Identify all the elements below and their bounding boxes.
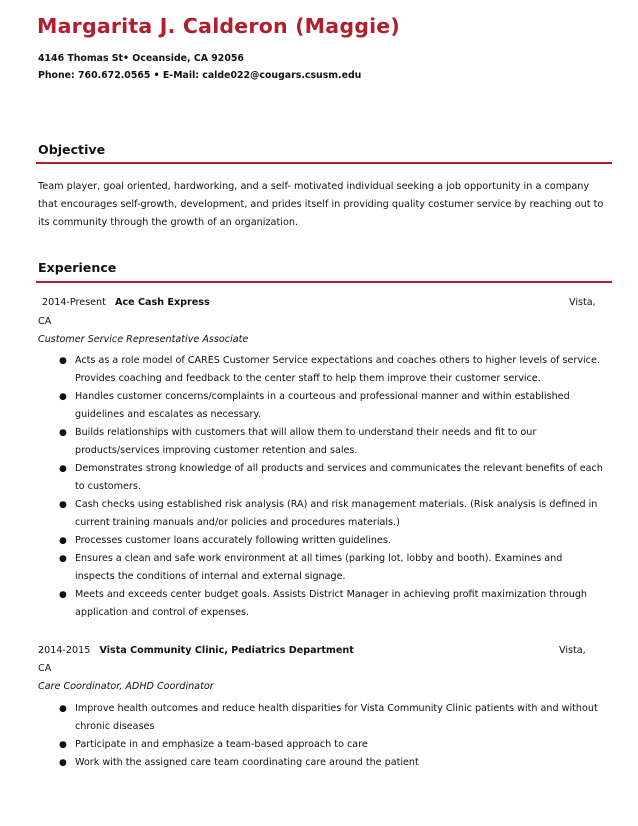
list-item <box>56 496 606 532</box>
job-header <box>38 645 354 656</box>
list-item-line: Acts as a role model of CARES Customer Service expectations and coaches others to higher levels of service. <box>75 355 600 366</box>
list-item-line: Ensures a clean and safe work environment at all times (parking lot, lobby and booth). Examines and <box>75 553 563 564</box>
list-item <box>56 550 606 586</box>
list-item-line: chronic diseases <box>75 721 155 732</box>
list-item-line: Cash checks using established risk analysis (RA) and risk management materials. (Risk analysis is defined in <box>75 499 598 510</box>
bullet-dot-icon: ● <box>59 590 67 600</box>
bullet-dot-icon: ● <box>59 758 67 768</box>
list-item <box>56 586 606 622</box>
list-item-line: to customers. <box>75 481 141 492</box>
job-state: CA <box>38 663 52 674</box>
job-dates: 2014-2015 <box>38 645 91 656</box>
bullet-dot-icon: ● <box>59 554 67 564</box>
objective-line: that encourages self-growth, development, and prides itself in providing quality costumer service by reaching out to <box>38 199 604 210</box>
objective-divider <box>36 162 612 164</box>
job-dates: 2014-Present <box>42 297 106 308</box>
job-employer: Vista Community Clinic, Pediatrics Department <box>99 645 354 656</box>
list-item-line: Demonstrates strong knowledge of all products and services and communicates the relevant benefits of each <box>75 463 603 474</box>
list-item-line: Participate in and emphasize a team-based approach to care <box>75 739 368 750</box>
objective-line: Team player, goal oriented, hardworking, and a self- motivated individual seeking a job opportunity in a company <box>38 181 590 192</box>
job-duties-list <box>56 700 606 772</box>
list-item-line: products/services improving customer retention and sales. <box>75 445 358 456</box>
job-employer: Ace Cash Express <box>115 297 210 308</box>
bullet-dot-icon: ● <box>59 740 67 750</box>
list-item-line: inspects the conditions of internal and external signage. <box>75 571 346 582</box>
list-item-line: current training manuals and/or policies and procedures materials.) <box>75 517 400 528</box>
list-item-line: Handles customer concerns/complaints in a courteous and professional manner and within established <box>75 391 570 402</box>
job-state: CA <box>38 316 52 327</box>
bullet-dot-icon: ● <box>59 392 67 402</box>
contact-address: 4146 Thomas St• Oceanside, CA 92056 <box>38 53 244 64</box>
job-role: Customer Service Representative Associate <box>38 334 249 345</box>
objective-line: its community through the growth of an organization. <box>38 217 299 228</box>
list-item-line: Work with the assigned care team coordinating care around the patient <box>75 757 419 768</box>
list-item <box>56 700 606 736</box>
list-item <box>56 352 606 388</box>
list-item <box>56 736 606 754</box>
list-item <box>56 754 606 772</box>
job-duties-list <box>56 352 606 622</box>
list-item-line: Provides coaching and feedback to the center staff to help them improve their customer service. <box>75 373 541 384</box>
job-city: Vista, <box>569 297 596 308</box>
bullet-dot-icon: ● <box>59 356 67 366</box>
list-item-line: Meets and exceeds center budget goals. Assists District Manager in achieving profit maximization through <box>75 589 587 600</box>
list-item-line: Builds relationships with customers that will allow them to understand their needs and fit to our <box>75 427 537 438</box>
list-item <box>56 460 606 496</box>
list-item <box>56 424 606 460</box>
bullet-dot-icon: ● <box>59 536 67 546</box>
objective-text <box>38 178 604 232</box>
list-item-line: application and control of expenses. <box>75 607 250 618</box>
experience-divider <box>36 281 612 283</box>
job-header <box>42 297 210 308</box>
job-city: Vista, <box>559 645 586 656</box>
bullet-dot-icon: ● <box>59 464 67 474</box>
contact-phone-email: Phone: 760.672.0565 • E-Mail: calde022@cougars.csusm.edu <box>38 70 362 81</box>
list-item <box>56 532 606 550</box>
bullet-dot-icon: ● <box>59 428 67 438</box>
bullet-dot-icon: ● <box>59 704 67 714</box>
bullet-dot-icon: ● <box>59 500 67 510</box>
list-item-line: Processes customer loans accurately following written guidelines. <box>75 535 391 546</box>
experience-heading: Experience <box>38 260 117 275</box>
job-role: Care Coordinator, ADHD Coordinator <box>38 681 214 692</box>
candidate-name: Margarita J. Calderon (Maggie) <box>37 14 400 38</box>
list-item <box>56 388 606 424</box>
list-item-line: guidelines and escalates as necessary. <box>75 409 261 420</box>
list-item-line: Improve health outcomes and reduce health disparities for Vista Community Clinic patients with and without <box>75 703 598 714</box>
objective-heading: Objective <box>38 142 106 157</box>
